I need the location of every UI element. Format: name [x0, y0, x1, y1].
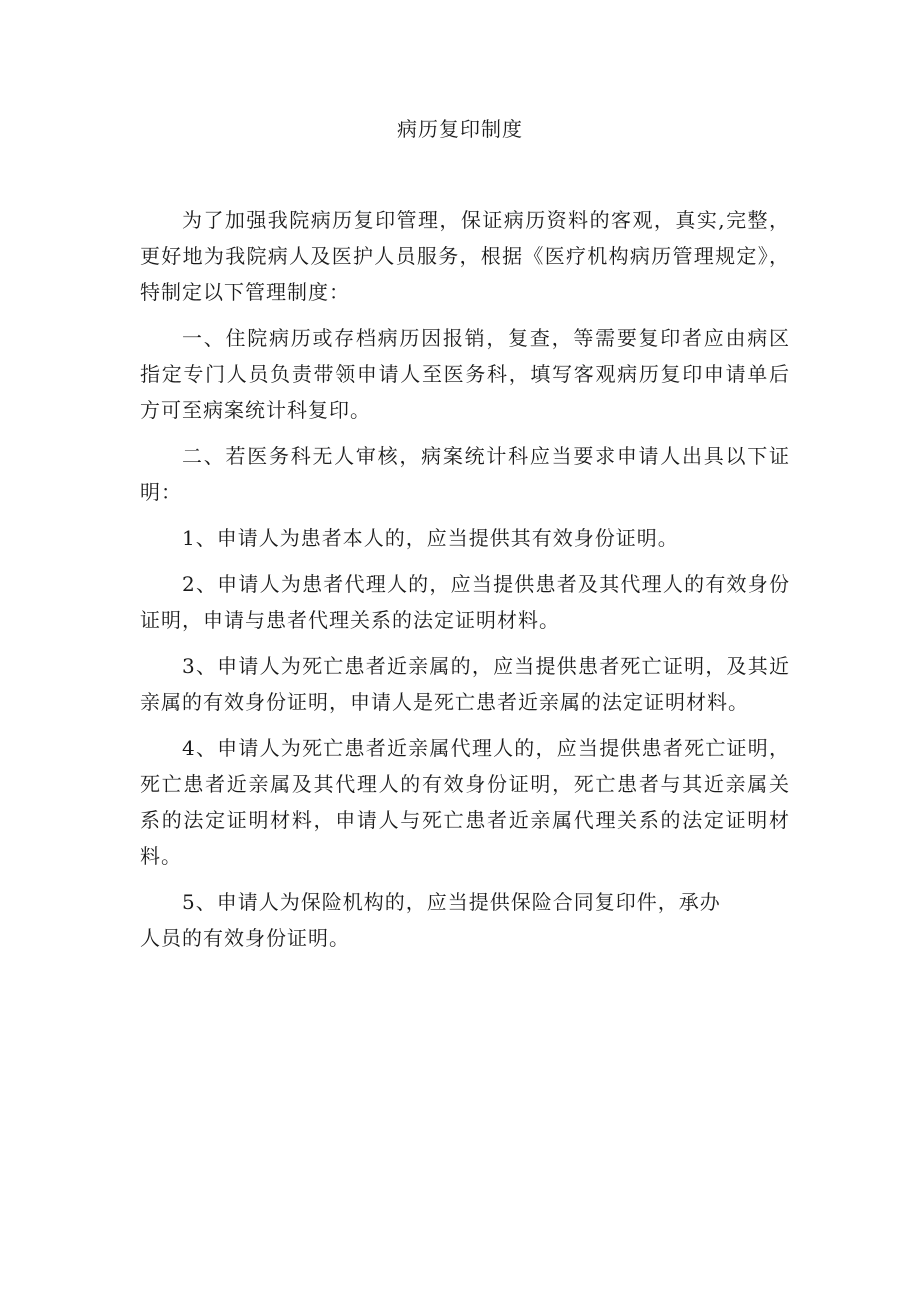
paragraph-item-5-line-2: 人员的有效身份证明。 — [140, 926, 350, 950]
paragraph-clause-2: 二、若医务科无人审核，病案统计科应当要求申请人出具以下证明： — [140, 444, 790, 504]
document-title: 病历复印制度 — [397, 117, 523, 141]
paragraph-item-5 — [140, 884, 790, 956]
document-body — [140, 202, 790, 966]
paragraph-item-3: 3、申请人为死亡患者近亲属的，应当提供患者死亡证明，及其近亲属的有效身份证明，申请人是死亡患者近亲属的法定证明材料。 — [140, 654, 790, 714]
paragraph-item-4: 4、申请人为死亡患者近亲属代理人的，应当提供患者死亡证明，死亡患者近亲属及其代理人的有效身份证明，死亡患者与其近亲属关系的法定证明材料，申请人与死亡患者近亲属代理关系的法定证明材料。 — [140, 736, 790, 868]
paragraph-clause-1: 一、住院病历或存档病历因报销，复查，等需要复印者应由病区指定专门人员负责带领申请人至医务科，填写客观病历复印申请单后方可至病案统计科复印。 — [140, 326, 790, 422]
paragraph-intro: 为了加强我院病历复印管理，保证病历资料的客观，真实,完整，更好地为我院病人及医护人员服务，根据《医疗机构病历管理规定》，特制定以下管理制度： — [140, 208, 790, 304]
paragraph-item-1: 1、申请人为患者本人的，应当提供其有效身份证明。 — [182, 526, 679, 550]
paragraph-item-2: 2、申请人为患者代理人的，应当提供患者及其代理人的有效身份证明，申请与患者代理关系的法定证明材料。 — [140, 572, 790, 632]
paragraph-item-5-line-1: 5、申请人为保险机构的，应当提供保险合同复印件，承办 — [182, 890, 721, 914]
